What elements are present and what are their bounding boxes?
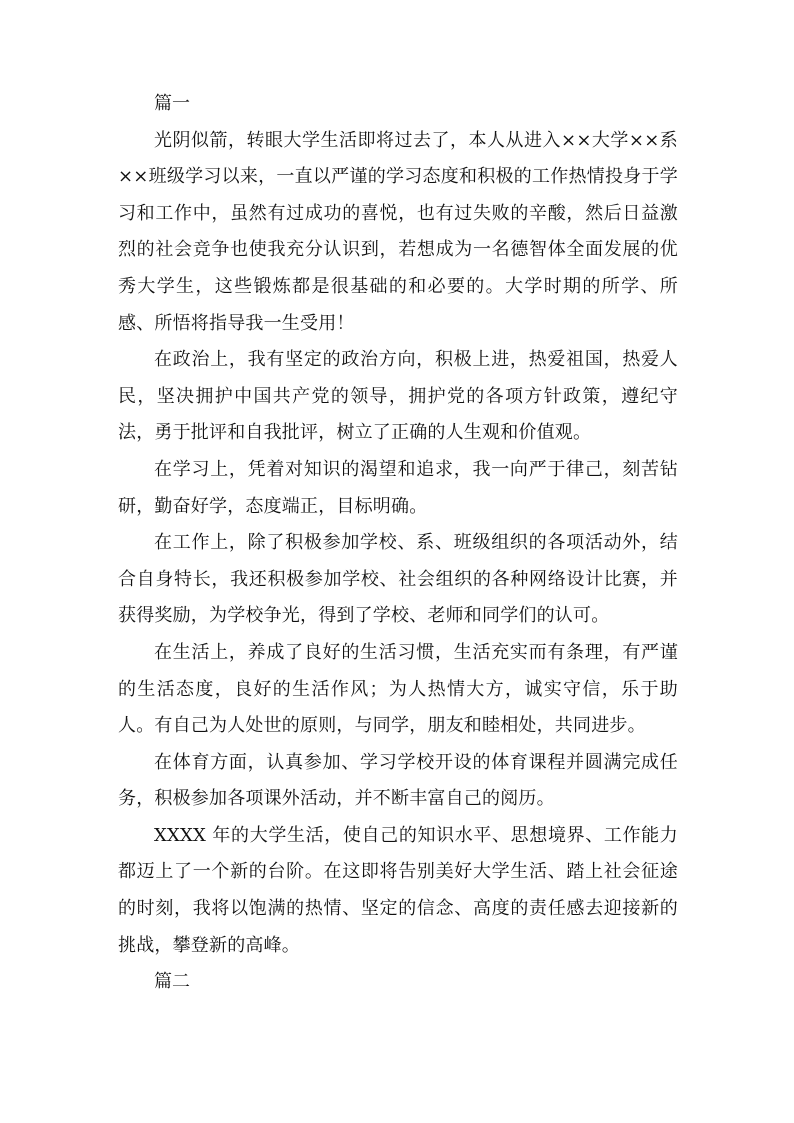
paragraph-study: 在学习上，凭着对知识的渴望和追求，我一向严于律己，刻苦钻研，勤奋好学，态度端正，目标明确。 <box>118 458 678 517</box>
paragraph-sports: 在体育方面，认真参加、学习学校开设的体育课程并圆满完成任务，积极参加各项课外活动，并不断丰富自己的阅历。 <box>118 751 678 810</box>
paragraph-work: 在工作上，除了积极参加学校、系、班级组织的各项活动外，结合自身特长，我还积极参加学校、社会组织的各种网络设计比赛，并获得奖励，为学校争光，得到了学校、老师和同学们的认可。 <box>118 532 678 627</box>
paragraph-life: 在生活上，养成了良好的生活习惯，生活充实而有条理，有严谨的生活态度，良好的生活作风；为人热情大方，诚实守信，乐于助人。有自己为人处世的原则，与同学，朋友和睦相处，共同进步。 <box>118 641 678 737</box>
paragraph-intro: 光阴似箭，转眼大学生活即将过去了，本人从进入××大学××系××班级学习以来，一直以严谨的学习态度和积极的工作热情投身于学习和工作中，虽然有过成功的喜悦，也有过失败的辛酸，然后日益激烈的社会竞争也使我充分认识到，若想成为一名德智体全面发展的优秀大学生，这些锻炼都是很基础的和必要的。大学时期的所学、所感、所悟将指导我一生受用！ <box>118 129 678 334</box>
section-heading-2: 篇二 <box>154 971 190 993</box>
section-heading-1: 篇一 <box>154 93 190 114</box>
document-page <box>118 86 678 1001</box>
paragraph-politics: 在政治上，我有坚定的政治方向，积极上进，热爱祖国，热爱人民，坚决拥护中国共产党的领导，拥护党的各项方针政策，遵纪守法，勇于批评和自我批评，树立了正确的人生观和价值观。 <box>118 349 678 444</box>
paragraph-conclusion: XXXX 年的大学生活，使自己的知识水平、思想境界、工作能力都迈上了一个新的台阶。在这即将告别美好大学生活、踏上社会征途的时刻，我将以饱满的热情、坚定的信念、高度的责任感去迎接新的挑战，攀登新的高峰。 <box>118 824 678 956</box>
